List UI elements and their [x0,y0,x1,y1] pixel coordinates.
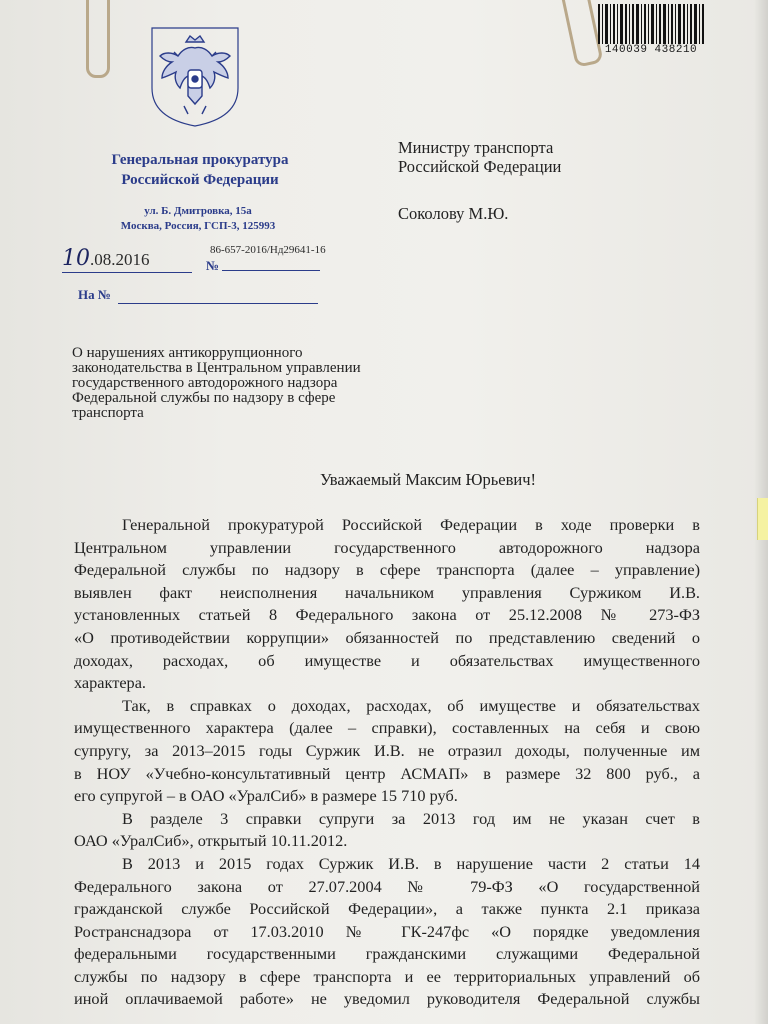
salutation [0,470,768,490]
outgoing-date [62,246,150,271]
reference-number-underline [118,303,318,304]
body-line: федеральными государственными гражданскими служащими Федеральной [74,944,700,964]
body-line: службы по надзору в сфере транспорта и ее территориальных управлений об [74,966,700,986]
letter-body [74,514,700,1011]
recipient-block [398,138,728,223]
body-line: В разделе 3 справки супруги за 2013 год им не указан счет в [122,808,700,828]
body-line: Генеральной прокуратурой Российской Федерации в ходе проверки в [122,515,700,534]
issuer-org-line2: Российской Федерации [121,172,279,188]
body-line: супругу, за 2013–2015 годы Суржик И.В. не отразил доходы, полученные им [74,740,700,760]
body-line: выявлен факт неисполнения начальником управления Суржиком И.В. [74,582,700,602]
body-line: гражданской службе Российской Федерации», а также пункта 2.1 приказа [74,899,700,919]
body-line: Ространснадзора от 17.03.2010 № ГК-247фс «О порядке уведомления [74,921,700,941]
subject-line: транспорта [72,405,144,421]
paper-clip-left [86,0,110,78]
issuer-org-line1: Генеральная прокуратура [111,152,289,168]
barcode-number: 140039 438210 [604,44,698,56]
issuer-organization [60,150,340,190]
subject-line: О нарушениях антикоррупционного [72,345,303,361]
body-line: Федеральной службы по надзору в сфере транспорта (далее – управление) [74,560,700,580]
body-line: в НОУ «Учебно-консультативный центр АСМАП» в размере 32 800 руб., а [74,763,700,783]
body-line: «О противодействии коррупции» обязанностей по представлению сведений о [74,627,700,647]
date-month-year: .08.2016 [90,250,150,269]
body-line: ОАО «УралСиб», открытый 10.11.2012. [74,831,348,851]
subject-line: государственного автодорожного надзора [72,375,338,391]
outgoing-number-label: № [206,258,220,273]
body-line: его супругой – в ОАО «УралСиб» в размере 15 710 руб. [74,786,458,806]
barcode [596,4,706,60]
body-line: имущественного характера (далее – справки), составленных на себя и свою [74,718,700,738]
reference-number-label: На № [78,287,111,302]
body-line: Центральном управлении государственного автодорожного надзора [74,537,700,557]
subject-line: Федеральной службы по надзору в сфере [72,390,336,406]
issuer-address [98,204,298,234]
body-line: характера. [74,673,146,693]
outgoing-number-underline [222,270,320,271]
issuer-address-line2: Москва, Россия, ГСП-3, 125993 [120,220,276,232]
recipient-line2: Российской Федерации [398,157,562,176]
double-headed-eagle-emblem-icon [148,26,242,128]
barcode-bars [596,4,706,44]
body-line: В 2013 и 2015 годах Суржик И.В. в нарушение части 2 статьи 14 [122,853,700,873]
letter-subject [72,346,462,421]
recipient-line1: Министру транспорта [398,138,554,157]
recipient-name: Соколову М.Ю. [398,204,509,223]
salutation-text: Уважаемый Максим Юрьевич! [319,470,537,489]
body-line: иной оплачиваемой работе» не уведомил руководителя Федеральной службы [74,989,700,1009]
date-handwritten-day: 10 [62,246,90,271]
sticky-note-tab [757,498,768,540]
body-line: Федерального закона от 27.07.2004 № 79-ФЗ «О государственной [74,876,700,896]
body-line: доходах, расходах, об имуществе и обязательствах имущественного [74,650,700,670]
body-line: Так, в справках о доходах, расходах, об имуществе и обязательствах [122,695,700,715]
subject-line: законодательства в Центральном управлении [72,360,361,376]
outgoing-number-value: 86-657-2016/Нд29641-16 [210,244,326,256]
issuer-address-line1: ул. Б. Дмитровка, 15а [144,205,252,217]
body-line: установленных статьей 8 Федерального закона от 25.12.2008 № 273-ФЗ [74,605,700,625]
